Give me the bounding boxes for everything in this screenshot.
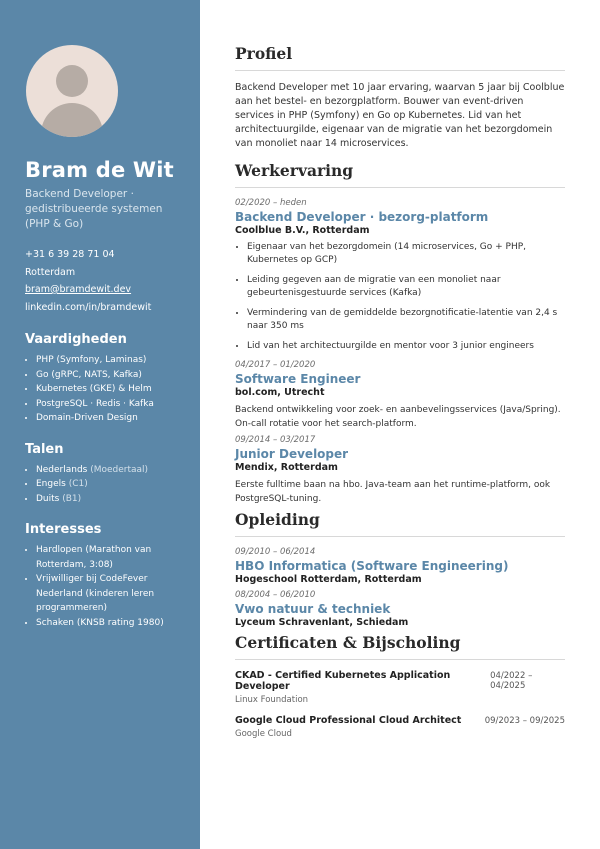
list-item: • Go (gRPC, NATS, Kafka): [36, 368, 186, 383]
job-description: Backend ontwikkeling voor zoek- en aanbevelingsservices (Java/Spring). On-call rotatie voor het search-platform.: [235, 405, 561, 429]
certificate-entry: [235, 715, 565, 739]
contact-email-link[interactable]: bram@bramdewit.dev: [25, 284, 132, 295]
education-heading: Opleiding: [235, 510, 565, 537]
certificate-dates: 04/2022 – 04/2025: [490, 671, 533, 691]
language-level: (Moedertaal): [90, 464, 149, 475]
language-level: (C1): [68, 479, 88, 489]
certificate-title: CKAD - Certified Kubernetes Application Developer: [235, 670, 451, 692]
interests-list: [25, 543, 186, 630]
avatar-body-icon: [41, 103, 103, 137]
sidebar: [0, 0, 200, 849]
job-role: Backend Developer · bezorg-platform: [235, 210, 489, 224]
job-role: Junior Developer: [235, 447, 349, 461]
list-item: • Leiding gegeven aan de migratie van een monoliet naar gebeurtenisgestuurde services (Kafka): [247, 274, 565, 300]
certificate-issuer: Linux Foundation: [235, 695, 309, 705]
list-item: • Eigenaar van het bezorgdomein (14 microservices, Go + PHP, Kubernetes op GCP): [247, 241, 565, 267]
job-entry: [235, 435, 565, 506]
list-item: [36, 492, 186, 507]
list-item: [36, 463, 186, 478]
certificates-heading: Certificaten & Bijscholing: [235, 633, 565, 660]
list-item: • Hardlopen (Marathon van Rotterdam, 3:08): [36, 543, 186, 572]
job-role: Software Engineer: [235, 372, 361, 386]
avatar: [26, 45, 118, 137]
list-item: [36, 477, 186, 492]
education-title: Vwo natuur & techniek: [235, 602, 391, 616]
job-dates: 02/2020 – heden: [235, 198, 307, 208]
candidate-name: Bram de Wit: [25, 158, 174, 182]
education-dates: 08/2004 – 06/2010: [235, 590, 316, 600]
languages-heading: Talen: [25, 441, 64, 457]
language-name: Duits: [36, 493, 60, 504]
job-org: Mendix, Rotterdam: [235, 462, 338, 473]
certificate-dates: 09/2023 – 09/2025: [484, 716, 565, 726]
avatar-head-icon: [56, 65, 88, 97]
education-entry: [235, 590, 565, 628]
list-item: • Vermindering van de gemiddelde bezorgnotificatie-latentie van 2,4 s naar 350 ms: [247, 307, 565, 333]
list-item: • Domain-Driven Design: [36, 411, 186, 426]
job-bullets: [235, 241, 565, 353]
contact-phone: +31 6 39 28 71 04: [25, 249, 115, 260]
language-level: (B1): [62, 493, 82, 504]
profile-summary: Backend Developer met 10 jaar ervaring, waarvan 5 jaar bij Coolblue aan het bestel- en bezorgplatform. Bouwer van event-driven services in PHP (Symfony) en Go op Kubernetes. Lid van het architectuurgilde, eigenaar van de migratie van het bezorgdomein van monoliet naar 14 microservices.: [235, 82, 565, 149]
list-item: • Schaken (KNSB rating 1980): [36, 616, 186, 631]
list-item: • PHP (Symfony, Laminas): [36, 353, 186, 368]
certificate-title: Google Cloud Professional Cloud Architect: [235, 715, 462, 726]
education-title: HBO Informatica (Software Engineering): [235, 559, 509, 573]
contact-linkedin[interactable]: linkedin.com/in/bramdewit: [25, 301, 152, 313]
list-item: • Vrijwilliger bij CodeFever Nederland (kinderen leren programmeren): [36, 572, 186, 616]
skills-heading: Vaardigheden: [25, 332, 127, 347]
list-item: • Lid van het architectuurgilde en mentor voor 3 junior engineers: [247, 340, 565, 353]
list-item: • Kubernetes (GKE) & Helm: [36, 382, 186, 397]
job-org: bol.com, Utrecht: [235, 387, 325, 398]
language-name: Nederlands: [36, 464, 88, 475]
job-description: Eerste fulltime baan na hbo. Java-team aan het runtime-platform, ook PostgreSQL-tuning.: [235, 480, 551, 504]
main-content: [200, 0, 600, 849]
list-item: • PostgreSQL · Redis · Kafka: [36, 397, 186, 412]
languages-list: [25, 463, 186, 507]
experience-heading: Werkervaring: [235, 161, 565, 188]
job-org: Coolblue B.V., Rotterdam: [235, 225, 370, 236]
contact-city: Rotterdam: [25, 266, 76, 278]
education-entry: [235, 547, 565, 585]
education-school: Hogeschool Rotterdam, Rotterdam: [235, 574, 422, 585]
education-school: Lyceum Schravenlant, Schiedam: [235, 617, 409, 628]
job-entry: [235, 360, 565, 431]
education-dates: 09/2010 – 06/2014: [235, 547, 316, 557]
skills-list: [25, 353, 186, 426]
certificate-entry: [235, 670, 565, 705]
contact-block: [25, 246, 186, 316]
interests-heading: Interesses: [25, 522, 102, 537]
job-entry: [235, 198, 565, 353]
candidate-tagline: Backend Developer · gedistribueerde systemen (PHP & Go): [25, 188, 163, 230]
certificate-issuer: Google Cloud: [235, 729, 292, 739]
profile-heading: Profiel: [235, 44, 565, 71]
job-dates: 04/2017 – 01/2020: [235, 360, 316, 370]
language-name: Engels: [36, 479, 66, 489]
job-dates: 09/2014 – 03/2017: [235, 435, 316, 445]
